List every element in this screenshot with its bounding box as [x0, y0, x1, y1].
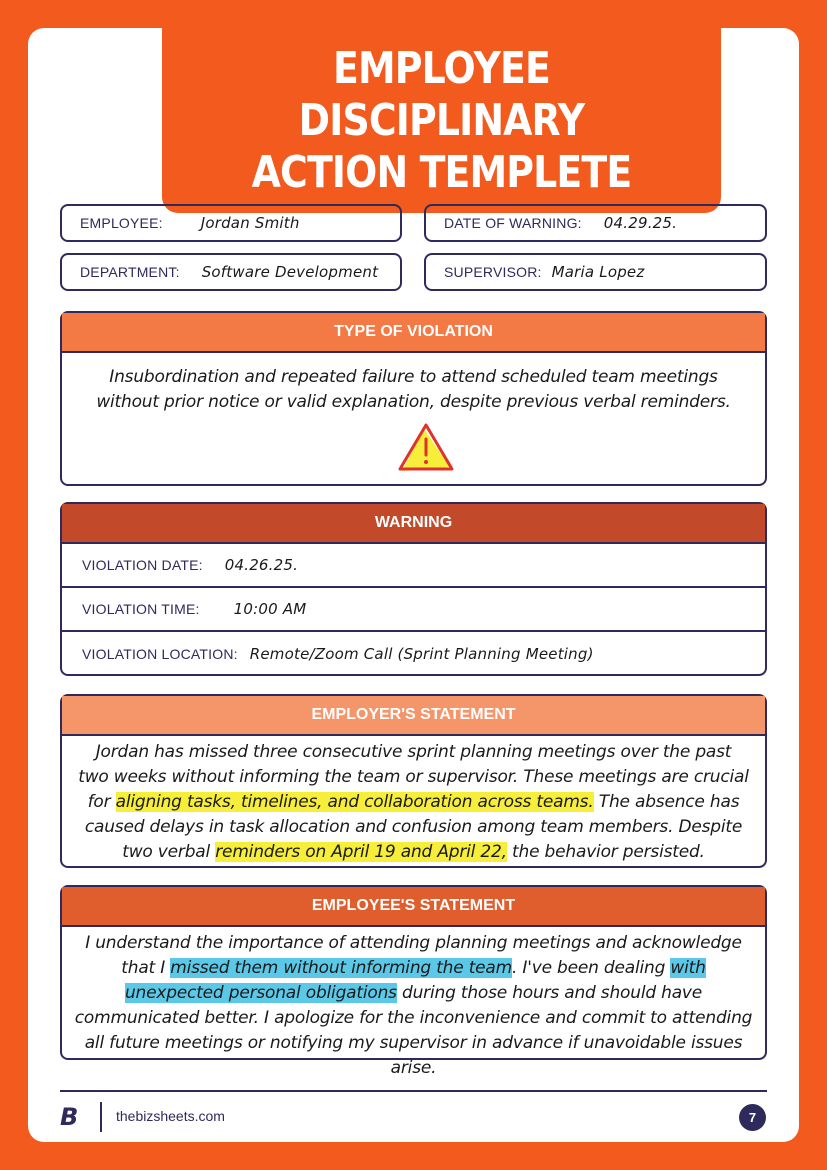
employee-label: EMPLOYEE: [80, 215, 163, 231]
violation-line-1: Insubordination and repeated failure to attend scheduled team meetings [109, 367, 718, 387]
violation-section [60, 311, 767, 486]
violation-line-2: without prior notice or valid explanation, despite previous verbal reminders. [96, 392, 731, 412]
employer-statement-heading: EMPLOYER'S STATEMENT [62, 696, 765, 736]
employee-highlight-1: missed them without informing the team [170, 958, 513, 978]
title-banner [162, 28, 721, 213]
page-title [201, 43, 682, 199]
employee-value: Jordan Smith [200, 214, 300, 232]
supervisor-value: Maria Lopez [551, 263, 645, 281]
date-of-warning-value: 04.29.25. [603, 214, 678, 232]
supervisor-label: SUPERVISOR: [444, 264, 542, 280]
employee-field [60, 204, 402, 242]
footer-site-link[interactable]: thebizsheets.com [116, 1108, 225, 1124]
department-label: DEPARTMENT: [80, 264, 180, 280]
employer-text-3: the behavior persisted. [506, 842, 705, 862]
date-of-warning-label: DATE OF WARNING: [444, 215, 582, 231]
employee-highlight-2: with unexpected personal obligations [124, 958, 706, 1003]
violation-text [62, 353, 765, 415]
violation-date-value: 04.26.25. [224, 556, 299, 574]
employer-text-1: Jordan has missed three consecutive sprint planning meetings over the past two weeks without informing the team or supervisor. These meetings are crucial for [78, 742, 749, 812]
violation-heading: TYPE OF VIOLATION [62, 313, 765, 353]
employee-statement-section [60, 885, 767, 1078]
violation-date-row [62, 544, 765, 588]
violation-location-label: VIOLATION LOCATION: [82, 646, 238, 662]
page-number: 7 [739, 1104, 766, 1131]
violation-time-value: 10:00 AM [233, 600, 307, 618]
department-field [60, 253, 402, 291]
employee-text-2: . I've been dealing [512, 958, 671, 978]
employee-text-3: during those hours and should have communicated better. I apologize for the inconvenience and commit to attending all future meetings or notifying my supervisor in advance if unavoidable issues arise. [74, 983, 753, 1078]
violation-date-label: VIOLATION DATE: [82, 557, 203, 573]
violation-time-label: VIOLATION TIME: [82, 601, 200, 617]
employer-highlight-1: aligning tasks, timelines, and collaboration across teams. [115, 792, 594, 812]
department-value: Software Development [201, 263, 379, 281]
date-of-warning-field [424, 204, 767, 242]
employee-text-1: I understand the importance of attending planning meetings and acknowledge that I [85, 933, 742, 978]
warning-section [60, 502, 767, 676]
warning-heading: WARNING [62, 504, 765, 544]
violation-time-row [62, 588, 765, 632]
warning-icon [396, 421, 456, 475]
employer-highlight-2: reminders on April 19 and April 22, [215, 842, 507, 862]
title-line-2: ACTION TEMPLETE [251, 146, 632, 198]
employer-statement-section [60, 694, 767, 868]
supervisor-field [424, 253, 767, 291]
footer-divider [60, 1090, 767, 1092]
title-line-1: EMPLOYEE DISCIPLINARY [298, 42, 585, 146]
violation-location-value: Remote/Zoom Call (Sprint Planning Meeting) [249, 645, 594, 663]
employer-text-2: The absence has caused delays in task allocation and confusion among team members. Despite two verbal [84, 792, 743, 862]
bizsheets-logo-icon: B [60, 1103, 79, 1131]
footer-separator [100, 1102, 102, 1132]
employer-statement-text [62, 736, 765, 865]
employee-statement-heading: EMPLOYEE'S STATEMENT [62, 887, 765, 927]
employee-statement-text [62, 927, 765, 1081]
violation-location-row [62, 632, 765, 676]
